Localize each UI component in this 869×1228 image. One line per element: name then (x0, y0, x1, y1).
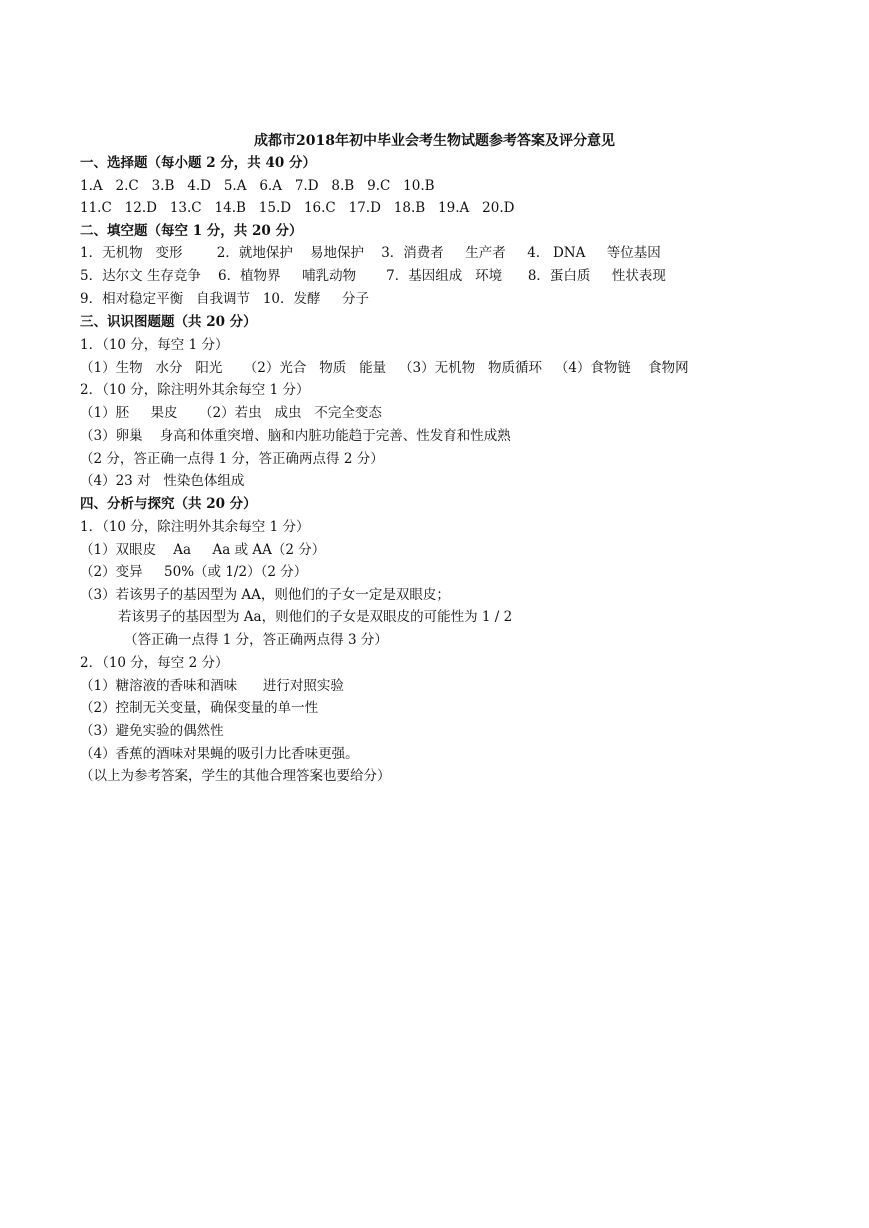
question-header: 1．（10 分，每空 1 分） (80, 337, 229, 353)
section-4-heading: 四、分析与探究（共 20 分） (80, 496, 257, 512)
answer-line: 1.A 2.C 3.B 4.D 5.A 6.A 7.D 8.B 9.C 10.B (80, 178, 435, 194)
question-header: 2．（10 分，除注明外其余每空 1 分） (80, 382, 310, 398)
section-3-heading: 三、识识图题题（共 20 分） (80, 314, 257, 330)
answer-line: （2）控制无关变量，确保变量的单一性 (80, 700, 319, 716)
answer-line: （1）胚 果皮 （2）若虫 成虫 不完全变态 (80, 405, 382, 421)
question-header: 2．（10 分，每空 2 分） (80, 655, 229, 671)
answer-line: 5．达尔文 生存竞争 6．植物界 哺乳动物 7．基因组成 环境 8．蛋白质 性状表现 (80, 268, 666, 284)
answer-line: （3）若该男子的基因型为 AA，则他们的子女一定是双眼皮； (80, 587, 450, 603)
closing-note: （以上为参考答案，学生的其他合理答案也要给分） (80, 768, 391, 784)
answer-line: （1）糖溶液的香味和酒味 进行对照实验 (80, 678, 344, 694)
answer-line: 11.C 12.D 13.C 14.B 15.D 16.C 17.D 18.B 19.A 20.D (80, 200, 515, 216)
answer-line: （3）卵巢 身高和体重突增、脑和内脏功能趋于完善、性发育和性成熟 (80, 428, 511, 444)
answer-line: （1）双眼皮 Aa Aa 或 AA（2 分） (80, 542, 326, 558)
answer-line: 1．无机物 变形 2．就地保护 易地保护 3．消费者 生产者 4. DNA 等位基因 (80, 245, 661, 261)
answer-line: （2）变异 50%（或 1/2）（2 分） (80, 564, 308, 580)
question-header: 1．（10 分，除注明外其余每空 1 分） (80, 519, 310, 535)
answer-line: 9．相对稳定平衡 自我调节 10．发酵 分子 (80, 291, 369, 307)
scoring-note: （2 分，答正确一点得 1 分，答正确两点得 2 分） (80, 451, 384, 467)
answer-line: 若该男子的基因型为 Aa，则他们的子女是双眼皮的可能性为 1 / 2 (118, 609, 513, 625)
answer-line: （4）23 对 性染色体组成 (80, 473, 245, 489)
answer-line: （1）生物 水分 阳光 （2）光合 物质 能量 （3）无机物 物质循环 （4）食物链 食物网 (80, 360, 689, 376)
document-title: 成都市2018年初中毕业会考生物试题参考答案及评分意见 (254, 133, 615, 149)
section-2-heading: 二、填空题（每空 1 分，共 20 分） (80, 223, 303, 239)
answer-line: （4）香蕉的酒味对果蝇的吸引力比香味更强。 (80, 746, 359, 762)
answer-line: （3）避免实验的偶然性 (80, 723, 224, 739)
scoring-note: （答正确一点得 1 分，答正确两点得 3 分） (124, 632, 388, 648)
section-1-heading: 一、选择题（每小题 2 分，共 40 分） (80, 155, 316, 171)
